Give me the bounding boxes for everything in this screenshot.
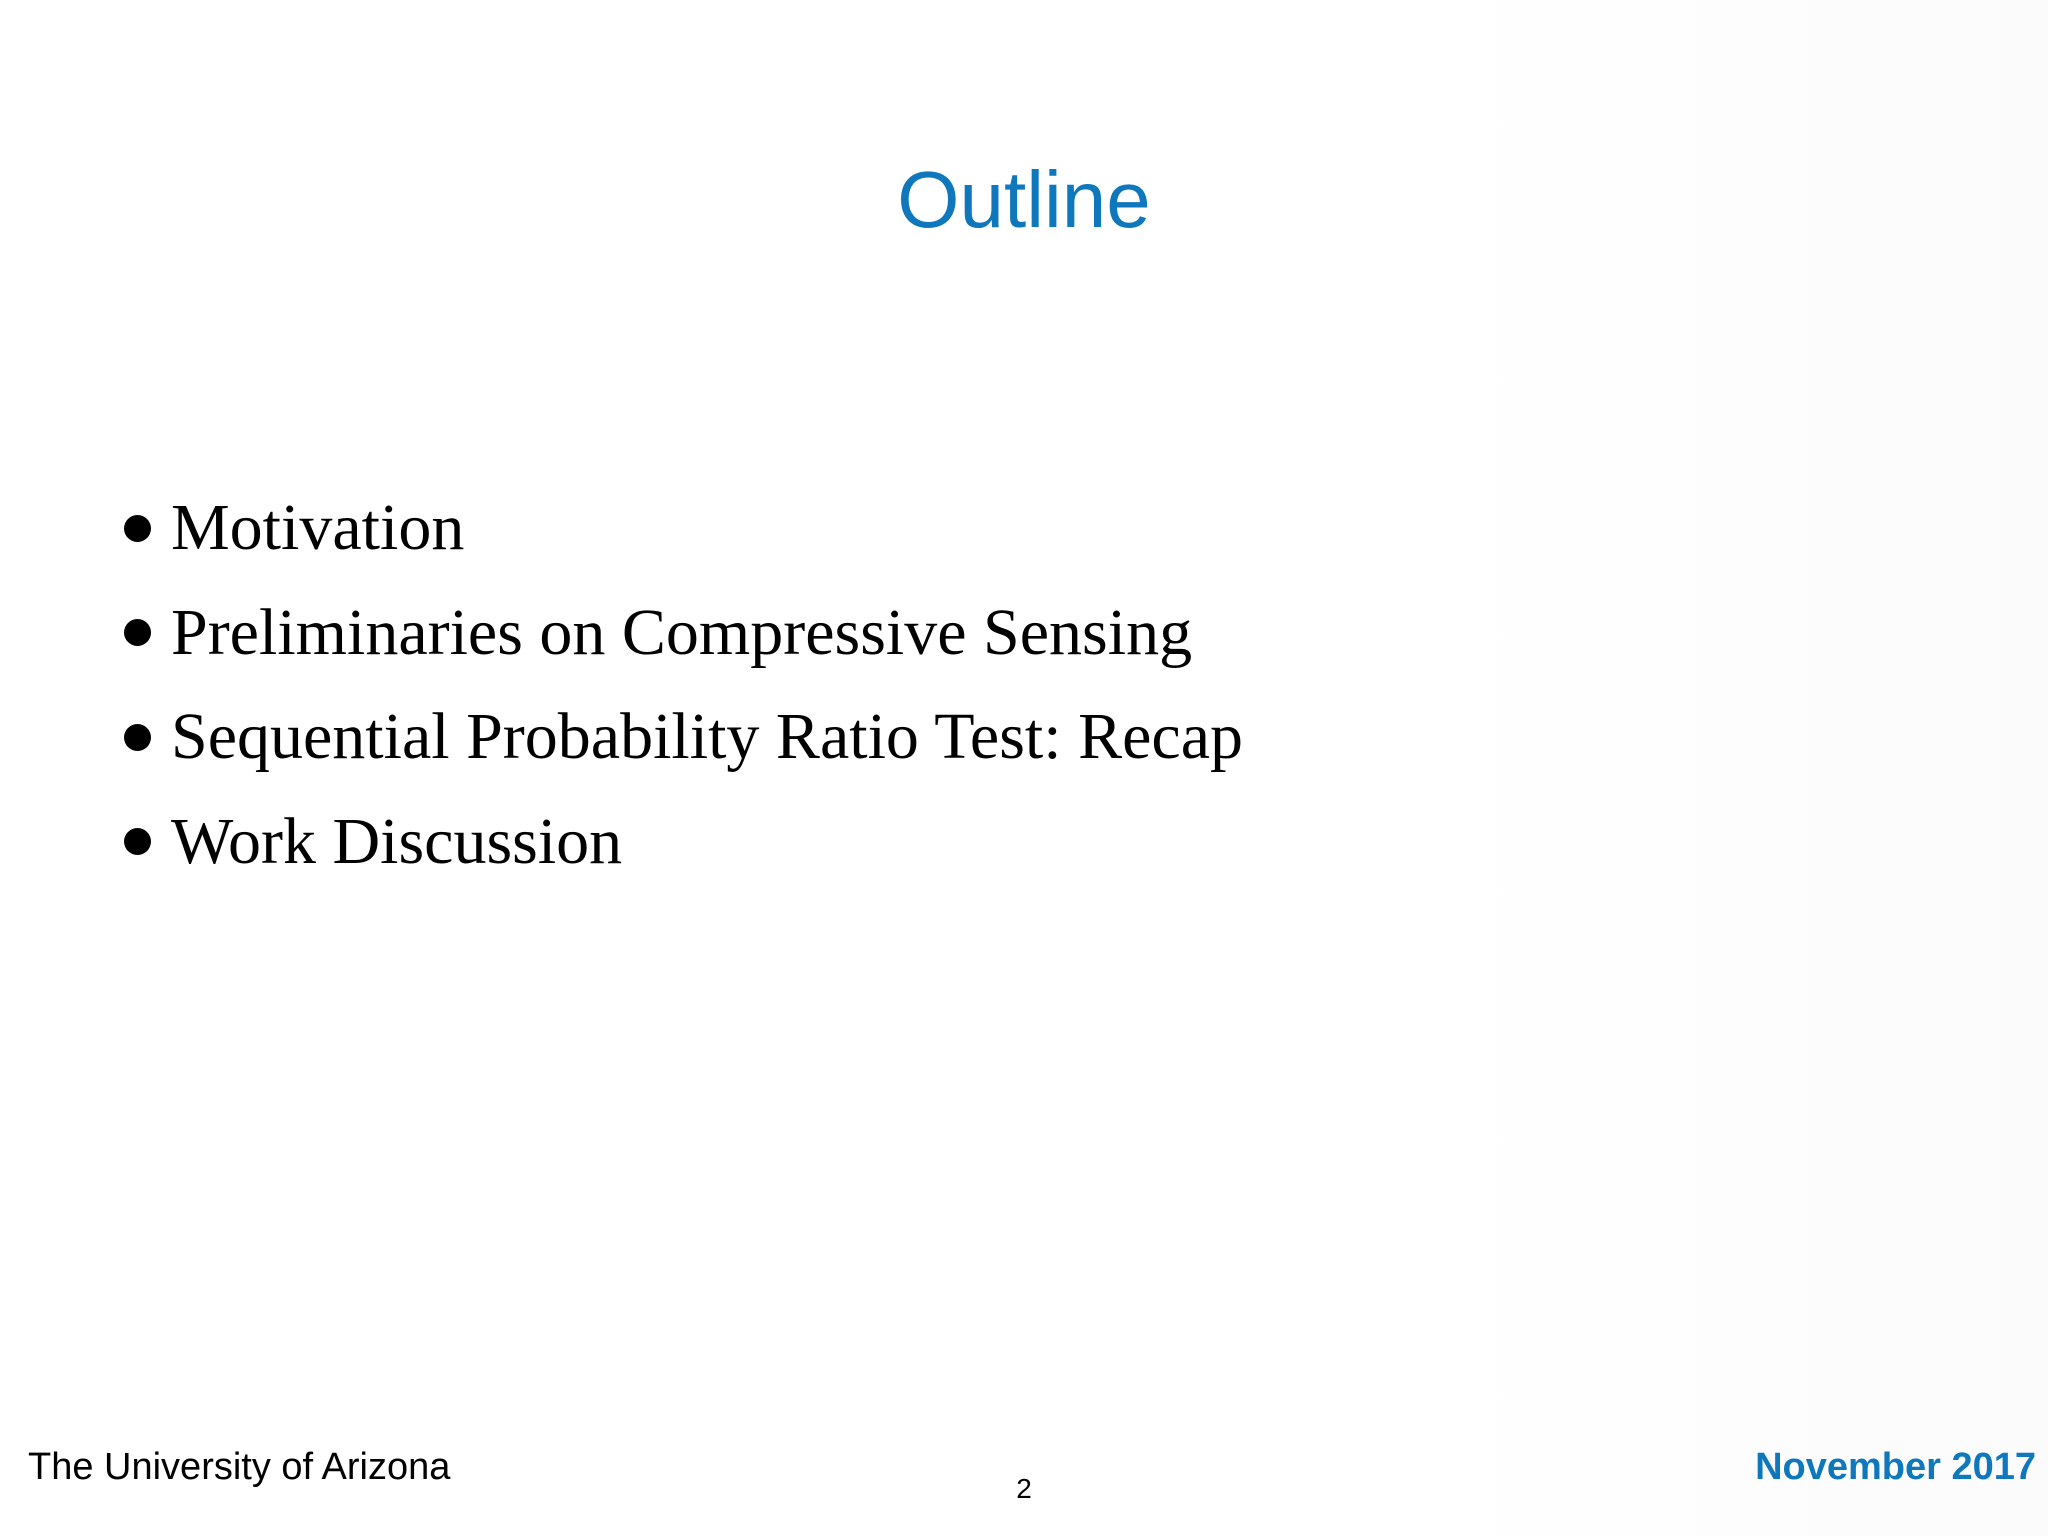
list-item: [124, 476, 1243, 581]
list-item: [124, 685, 1243, 790]
page-number: 2: [1016, 1473, 1032, 1504]
list-item-label: Work Discussion: [171, 804, 623, 878]
list-item-label: Sequential Probability Ratio Test: Recap: [171, 700, 1243, 774]
list-item: [124, 581, 1243, 686]
list-item-label: Preliminaries on Compressive Sensing: [171, 595, 1193, 669]
bullet-icon: [124, 828, 151, 855]
bullet-icon: [124, 724, 151, 751]
footer-institution: The University of Arizona: [28, 1446, 451, 1488]
footer-date: November 2017: [1755, 1446, 2036, 1488]
list-item: [124, 790, 1243, 895]
list-item-label: Motivation: [171, 491, 465, 565]
outline-list: [124, 476, 1243, 894]
bullet-icon: [124, 619, 151, 646]
bullet-icon: [124, 515, 151, 542]
slide-title: Outline: [897, 155, 1151, 244]
